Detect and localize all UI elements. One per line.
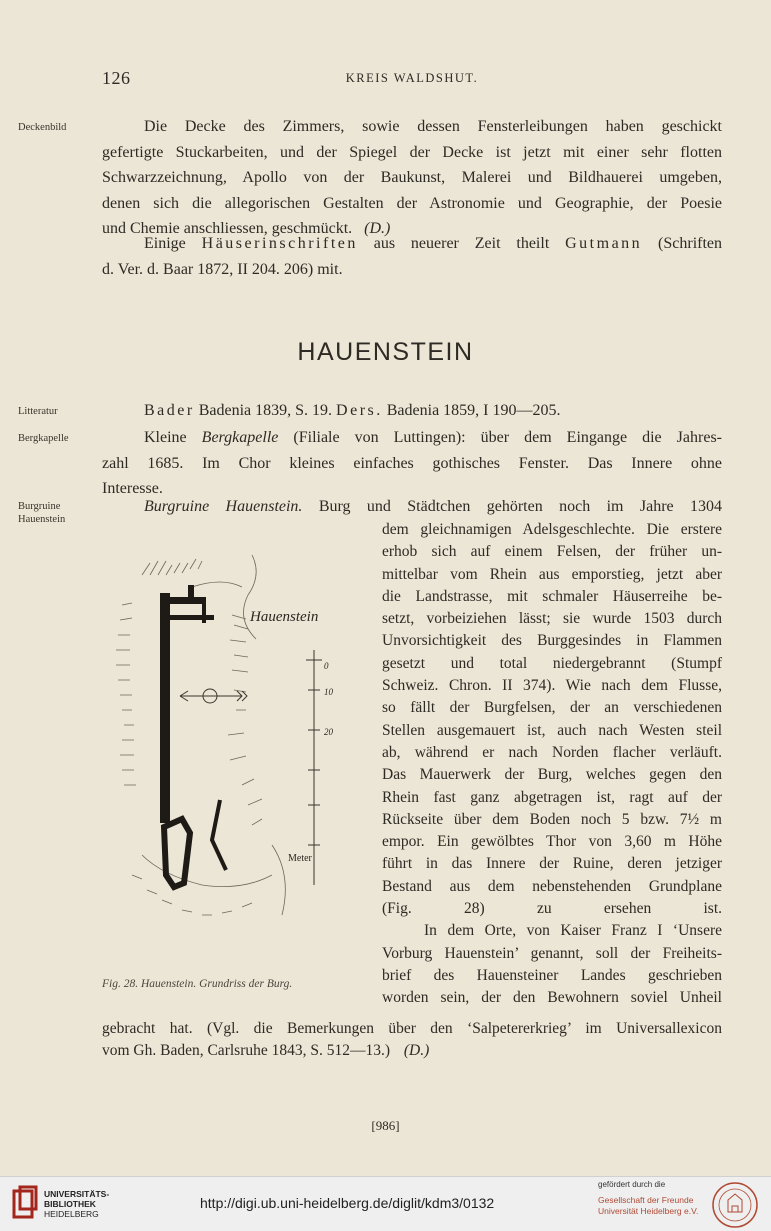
library-line: HEIDELBERG <box>44 1209 99 1219</box>
text-fragment: und Chemie anschliessen, geschmückt. <box>102 220 353 237</box>
text-line: ab, während er nach Norden flacher verläuft. <box>382 743 722 761</box>
text-line: führt in das Innere der Ruine, deren jetziger <box>382 855 722 873</box>
text-line: Schweiz. Chron. II 374). Wie nach dem Flusse, <box>382 677 722 695</box>
spaced-author: Gutmann <box>565 235 643 252</box>
signature-mark: [986] <box>371 1118 400 1133</box>
text-line: Bestand aus dem nebenstehenden Grundplane <box>382 877 722 895</box>
text-line: Stellen ausgemauert ist, auch nach Westen steil <box>382 721 722 739</box>
permalink-link[interactable]: http://digi.ub.uni-heidelberg.de/diglit/kdm3/0132 <box>200 1195 495 1211</box>
text-line: Schwarzzeichnung, Apollo von der Baukunst, Malerei und Bildhauerei umgeben, <box>102 169 722 186</box>
author-sign: (D.) <box>364 220 391 237</box>
paragraph-litteratur <box>102 398 722 424</box>
library-logo-icon <box>10 1185 40 1223</box>
ground-plan-figure <box>102 545 372 965</box>
text-line: brief des Hauensteiner Landes geschrieben <box>382 966 722 984</box>
text-line: worden sein, der den Bewohnern soviel Unheil <box>382 989 722 1007</box>
text-line <box>102 398 722 424</box>
scale-label: 0 <box>324 661 329 671</box>
text-line: (Fig. 28) zu ersehen ist. <box>382 900 722 918</box>
paragraph-bergkapelle <box>102 425 722 502</box>
figure-caption: Fig. 28. Hauenstein. Grundriss der Burg. <box>102 978 293 990</box>
library-line: BIBLIOTHEK <box>44 1199 96 1209</box>
page-number: 126 <box>102 68 131 88</box>
scale-label: 20 <box>324 727 333 737</box>
text-line: dem gleichnamigen Adelsgeschlechte. Die erstere <box>382 521 722 538</box>
text-line: gesetzt und total niedergebrannt (Stumpf <box>382 654 722 672</box>
author-sign: (D.) <box>403 1041 430 1059</box>
university-seal-icon <box>710 1180 760 1230</box>
text-fragment: aus neuerer Zeit theilt <box>357 235 566 252</box>
text-line: gebracht hat. (Vgl. die Bemerkungen über den ‘Salpetererkrieg’ im Universallexicon <box>102 1020 722 1037</box>
column-text <box>382 519 722 1010</box>
section-title: HAUENSTEIN <box>297 338 474 366</box>
paragraph-burgruine-start <box>102 494 722 520</box>
ground-plan-drawing <box>102 545 372 965</box>
text-line: zahl 1685. Im Chor kleines einfaches gothisches Fenster. Das Innere ohne <box>102 454 722 472</box>
text-line: Die Decke des Zimmers, sowie dessen Fensterleibungen haben geschickt <box>144 118 722 135</box>
sidenote-burgruine: Burgruine Hauenstein <box>18 501 66 525</box>
text-fragment: Einige <box>144 235 202 252</box>
spaced-author: Bader <box>144 402 195 419</box>
society-line: Gesellschaft der Freunde <box>598 1195 694 1205</box>
paragraph-deckenbild <box>102 114 722 242</box>
text-line: die Landstrasse, mit schmaler Häuserreihe be- <box>382 587 722 605</box>
society-line: Universität Heidelberg e.V. <box>598 1206 699 1216</box>
text-line: Das Mauerwerk der Burg, welches gegen den <box>382 766 722 784</box>
text-line: empor. Ein gewölbtes Thor von 3,60 m Höhe <box>382 833 722 851</box>
sidenote-litteratur: Litteratur <box>18 406 58 417</box>
text-line: Vorburg Hauenstein’ genannt, soll der Freiheits- <box>382 944 722 962</box>
italic-heading: Burgruine Hauenstein. <box>144 498 303 515</box>
running-title: KREIS WALDSHUT. <box>345 71 479 85</box>
text-line <box>102 425 722 451</box>
scale-label: 10 <box>324 687 333 697</box>
text-line: d. Ver. d. Baar 1872, II 204. 206) mit. <box>102 260 343 278</box>
figure-label-hauenstein: Hauenstein <box>250 609 319 625</box>
italic-term: Bergkapelle <box>201 429 279 446</box>
text-line: Interesse. <box>102 480 163 497</box>
figure-label-meter: Meter <box>288 853 312 864</box>
text-line: so fällt der Burgfelsen, der an verschiedenen <box>382 699 722 717</box>
paragraph-burgruine-end <box>102 1018 722 1061</box>
text-line: setzt, vorbeiziehen lässt; sie wurde 1503 durch <box>382 610 722 628</box>
spaced-author: Ders. <box>336 402 383 419</box>
sidenote-bergkapelle: Bergkapelle <box>18 433 69 444</box>
text-line: denen sich die allegorischen Gestalten der Astronomie und Geographie, der Poesie <box>102 194 722 212</box>
text-line <box>102 1040 722 1062</box>
text-fragment: vom Gh. Baden, Carlsruhe 1843, S. 512—13.) <box>102 1041 391 1059</box>
page-header <box>102 68 722 92</box>
text-line: In dem Orte, von Kaiser Franz I ‘Unsere <box>424 922 722 940</box>
sidenote-deckenbild: Deckenbild <box>18 122 67 133</box>
text-fragment: Badenia 1859, I 190—205. <box>382 402 561 419</box>
text-fragment: Kleine <box>144 429 202 446</box>
text-line: Rhein fast ganz abgetragen ist, ragt auf der <box>382 788 722 806</box>
spaced-term: Häuserinschriften <box>201 235 358 252</box>
funded-by-text: gefördert durch die <box>598 1180 666 1189</box>
library-line: UNIVERSITÄTS- <box>44 1189 110 1199</box>
text-line: Unvorsichtigkeit des Burggesindes in Flammen <box>382 632 722 650</box>
footer-bar <box>0 1176 771 1231</box>
text-fragment: Burg und Städtchen gehörten noch im Jahre 1304 <box>302 498 722 515</box>
text-line <box>102 231 722 257</box>
text-fragment: Badenia 1839, S. 19. <box>194 402 337 419</box>
text-fragment: (Filiale von Luttingen): über dem Eingange die Jahres- <box>278 429 722 446</box>
society-name <box>598 1195 698 1217</box>
text-line: gefertigte Stuckarbeiten, und der Spiegel der Decke ist jetzt mit einer sehr flotten <box>102 143 722 161</box>
library-name <box>44 1189 109 1219</box>
text-line: Rückseite über dem Boden noch 5 bzw. 7½ m <box>382 810 722 828</box>
text-fragment: (Schriften <box>642 235 723 252</box>
paragraph-inscriptions <box>102 231 722 282</box>
text-line: erhob sich auf einem Felsen, der früher un- <box>382 543 722 561</box>
text-line <box>102 494 722 520</box>
text-line: mittelbar vom Rhein aus emporstieg, jetzt aber <box>382 565 722 583</box>
